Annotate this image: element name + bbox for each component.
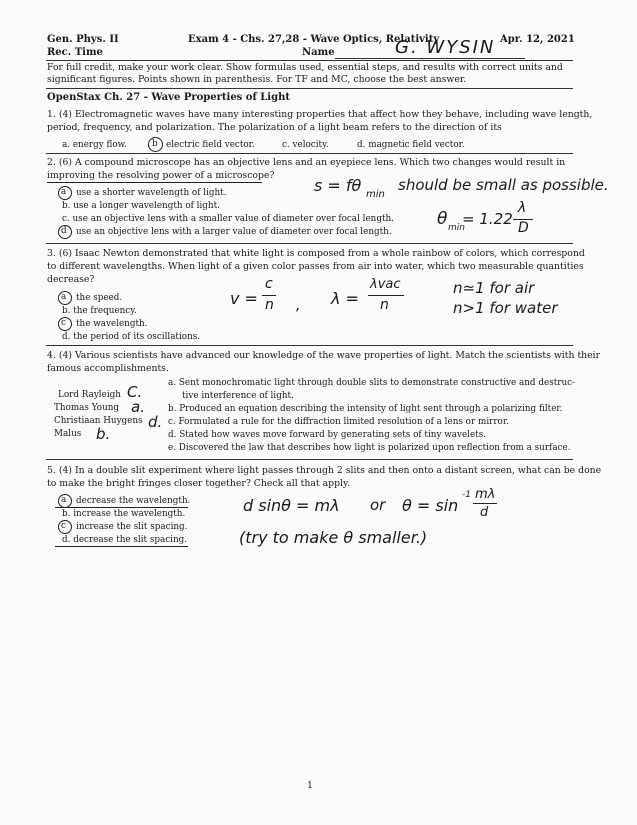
q3-text-2: to different wavelengths. When light of a given color passes from air into water, which two measurable quantities bbox=[47, 261, 584, 272]
q5-option-d: d. decrease the slit spacing. bbox=[62, 535, 188, 545]
q1-option-a: a. energy flow. bbox=[62, 140, 127, 150]
q2-option-a-letter: a bbox=[61, 187, 67, 197]
q1-rule bbox=[46, 153, 573, 154]
q5-note-den: d bbox=[480, 505, 489, 520]
q4-answer-young: a. bbox=[131, 398, 145, 416]
q3-text-1: 3. (6) Isaac Newton demonstrated that white light is composed from a whole rainbow of colors, which correspond bbox=[47, 248, 585, 259]
q4-answer-malus: b. bbox=[96, 425, 111, 443]
q4-text-2: famous accomplishments. bbox=[47, 363, 169, 374]
q3-note-v: v = bbox=[230, 289, 258, 308]
q5-note-num: mλ bbox=[475, 487, 496, 502]
header-rule bbox=[46, 60, 573, 61]
q2-rule bbox=[46, 243, 573, 244]
q1-text-2: period, frequency, and polarization. The polarization of a light beam refers to the direction of its bbox=[47, 122, 502, 133]
q4-name-huygens: Christiaan Huygens bbox=[54, 416, 143, 426]
q1-option-b-letter: b bbox=[152, 139, 158, 149]
q2-text-2: improving the resolving power of a microscope? bbox=[47, 170, 275, 181]
q5-option-c-letter: c bbox=[61, 521, 66, 531]
q4-option-c: c. Formulated a rule for the diffraction limited resolution of a lens or mirror. bbox=[168, 417, 509, 427]
q3-note-c: c bbox=[265, 276, 273, 292]
course-title: Gen. Phys. II bbox=[47, 34, 119, 45]
q5-note-arcsin: θ = sin bbox=[402, 496, 459, 515]
section-title: OpenStax Ch. 27 - Wave Properties of Light bbox=[47, 92, 290, 103]
q3-note-water: n>1 for water bbox=[453, 299, 558, 317]
q3-note-n2: n bbox=[380, 297, 389, 313]
q4-text-1: 4. (4) Various scientists have advanced our knowledge of the wave properties of light. Match the scientists with their bbox=[47, 350, 601, 361]
q3-option-d: d. the period of its oscillations. bbox=[62, 332, 201, 342]
q3-note-bar-1 bbox=[262, 295, 276, 296]
q1-option-b: electric field vector. bbox=[166, 140, 255, 150]
q5-note-or: or bbox=[370, 496, 386, 514]
q3-note-comma: , bbox=[296, 298, 301, 314]
q3-option-a: the speed. bbox=[76, 293, 123, 303]
q2-option-a: use a shorter wavelength of light. bbox=[76, 188, 227, 198]
q4-answer-rayleigh: C. bbox=[127, 383, 143, 401]
q3-note-bar-2 bbox=[368, 295, 404, 296]
q2-text-1: 2. (6) A compound microscope has an objective lens and an eyepiece lens. Which two changes would result in bbox=[47, 157, 566, 168]
q5-note-comment: (try to make θ smaller.) bbox=[239, 528, 428, 547]
page-number: 1 bbox=[307, 780, 313, 791]
q2-note-lambda: λ bbox=[518, 200, 527, 216]
q3-note-n: n bbox=[265, 297, 274, 313]
q3-option-a-letter: a bbox=[61, 292, 67, 302]
q5-note-arcsin-sup: -1 bbox=[462, 490, 471, 500]
q5-option-a: decrease the wavelength. bbox=[76, 496, 191, 506]
q1-option-c: c. velocity. bbox=[282, 140, 329, 150]
rec-time-label: Rec. Time bbox=[47, 47, 103, 58]
student-name: G. WYSIN bbox=[395, 37, 496, 58]
q5-underline-d bbox=[55, 546, 188, 547]
q5-text-2: to make the bright fringes closer together? Check all that apply. bbox=[47, 478, 350, 489]
q4-name-malus: Malus bbox=[54, 429, 82, 439]
q4-answer-huygens: d. bbox=[148, 413, 163, 431]
name-label: Name bbox=[302, 47, 335, 58]
q2-option-d: use an objective lens with a larger value of diameter over focal length. bbox=[76, 227, 392, 237]
q2-note-d: D bbox=[518, 220, 529, 236]
q2-option-c: c. use an objective lens with a smaller value of diameter over focal length. bbox=[62, 214, 394, 224]
q2-note-theta-sub: min bbox=[448, 223, 465, 233]
q4-rule bbox=[46, 459, 573, 460]
q5-option-a-letter: a bbox=[61, 495, 67, 505]
q4-option-a-2: tive interference of light. bbox=[182, 391, 294, 401]
q5-note-formula: d sinθ = mλ bbox=[243, 496, 340, 515]
q2-underline bbox=[47, 182, 262, 183]
q2-note-theta: θ bbox=[437, 209, 448, 229]
exam-date: Apr. 12, 2021 bbox=[500, 34, 575, 45]
instructions-line-1: For full credit, make your work clear. Show formulas used, essential steps, and results with correct units and bbox=[47, 62, 563, 73]
exam-title: Exam 4 - Chs. 27,28 - Wave Optics, Relativity bbox=[188, 34, 440, 45]
q2-note-s-formula: s = fθ bbox=[314, 176, 362, 195]
q4-name-rayleigh: Lord Rayleigh bbox=[58, 390, 121, 400]
q5-option-c: increase the slit spacing. bbox=[76, 522, 188, 532]
q5-option-b: b. increase the wavelength. bbox=[62, 509, 186, 519]
instructions-rule bbox=[46, 88, 573, 89]
q3-rule bbox=[46, 345, 573, 346]
q2-note-s-sub: min bbox=[366, 189, 385, 200]
instructions-line-2: significant figures. Points shown in parenthesis. For TF and MC, choose the best answer. bbox=[47, 74, 467, 85]
q5-note-fraction-bar bbox=[473, 503, 497, 504]
q2-option-d-letter: d bbox=[61, 226, 67, 236]
q3-text-3: decrease? bbox=[47, 274, 95, 285]
q4-option-b: b. Produced an equation describing the intensity of light sent through a polarizing filter. bbox=[168, 404, 563, 414]
name-line bbox=[335, 58, 525, 59]
q1-text-1: 1. (4) Electromagnetic waves have many interesting properties that affect how they behave, including wave length, bbox=[47, 109, 593, 120]
q1-option-d: d. magnetic field vector. bbox=[357, 140, 465, 150]
q3-option-c-letter: c bbox=[61, 318, 66, 328]
q2-option-b: b. use a longer wavelength of light. bbox=[62, 201, 220, 211]
q2-note-equals: = 1.22 bbox=[462, 210, 513, 228]
q3-option-c: the wavelength. bbox=[76, 319, 148, 329]
q4-option-d: d. Stated how waves move forward by generating sets of tiny wavelets. bbox=[168, 430, 487, 440]
q3-option-b: b. the frequency. bbox=[62, 306, 137, 316]
q2-note-s-comment: should be small as possible. bbox=[398, 176, 609, 194]
q4-option-a-1: a. Sent monochromatic light through double slits to demonstrate constructive and destruc- bbox=[168, 378, 576, 388]
q3-note-lambda: λ = bbox=[331, 289, 359, 308]
q3-note-lambda-vac: λvac bbox=[370, 277, 401, 292]
q4-option-e: e. Discovered the law that describes how light is polarized upon reflection from a surface. bbox=[168, 443, 571, 453]
q5-underline-a bbox=[55, 507, 188, 508]
q3-note-air: n≃1 for air bbox=[453, 279, 535, 297]
q5-text-1: 5. (4) In a double slit experiment where light passes through 2 slits and then onto a distant screen, what can be done bbox=[47, 465, 602, 476]
q4-name-young: Thomas Young bbox=[54, 403, 120, 413]
